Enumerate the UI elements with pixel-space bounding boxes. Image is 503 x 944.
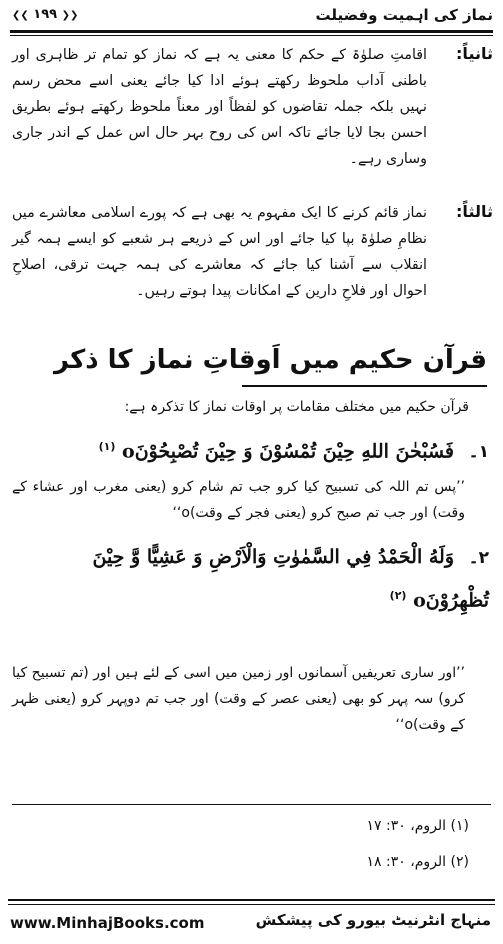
paragraph-text: اقامتِ صلوٰۃ کے حکم کا معنی یہ ہے کہ نماز کو تمام تر ظاہری اور باطنی آداب ملحوظ رکھتے ہوئے ادا کیا جائے یعنی اسے محض رسم نہیں بلکہ جملہ تقاضوں کو لفظاً اور معناً ملحوظ رکھتے ہوئے بطریق احسن بجا لایا جائے تاکہ اس کی روح بہر حال اس عمل کے اندر جاری وساری رہے۔ [12, 47, 427, 167]
footnote-1: (١) الروم، ٣٠: ١٧ [366, 818, 469, 834]
footnote-ref: (١) [98, 440, 116, 453]
paragraph-thirdly [12, 198, 493, 343]
verse-2 [12, 538, 489, 619]
header-rule [10, 30, 493, 33]
section-intro: قرآن حکیم میں مختلف مقامات پر اوقات نماز کا تذکرہ ہے: [124, 399, 469, 415]
footnote-rule [12, 804, 491, 805]
paragraph-label: ثانیاً: [456, 44, 493, 63]
ornament-left-icon: ❮❮ [12, 10, 29, 21]
paragraph-label: ثالثاً: [456, 202, 493, 221]
footer-website-link[interactable]: www.MinhajBooks.com [10, 914, 205, 932]
header-rule-thin [10, 35, 493, 36]
verse-arabic: فَسُبْحٰنَ اللهِ حِيْنَ تُمْسُوْنَ وَ حِيْنَ تُصْبِحُوْنَo [122, 440, 455, 463]
ornament-right-icon: ❯❯ [61, 10, 79, 21]
paragraph-secondly [12, 40, 493, 190]
footnote-ref: (٢) [389, 589, 407, 602]
footer-rule [8, 899, 495, 901]
verse-1 [12, 432, 489, 467]
verse-2-translation: ’’اور ساری تعریفیں آسمانوں اور زمین میں اسی کے لئے ہیں اور (تم تسبیح کیا کرو) سہ پہر کو بھی (یعنی عصر کے وقت) اور جب تم دوپہر کرو (یعنی ظہر کے وقت)o‘‘ [12, 665, 465, 733]
verse-1-translation: ’’پس تم اللہ کی تسبیح کیا کرو جب تم شام کرو (یعنی مغرب اور عشاء کے وقت) اور جب تم صبح کرو (یعنی فجر کے وقت)o‘‘ [12, 479, 465, 521]
verse-arabic: وَلَهُ الْحَمْدُ فِي السَّمٰوٰتِ وَالْاَرْضِ وَ عَشِيًّا وَّ حِيْنَ تُظْهِرُوْنَo [92, 546, 489, 612]
paragraph-text: نماز قائم کرنے کا ایک مفہوم یہ بھی ہے کہ پورے اسلامی معاشرے میں نظامِ صلوٰۃ بپا کیا جائے اور اس کے ذریعے ہر شعبے کو ایسے ہمہ گیر انقلاب سے آشنا کیا جائے کہ معاشرے کی ہمہ جہت ترقی، اصلاحِ احوال اور فلاحِ دارین کے امکانات پیدا ہوتے رہیں۔ [12, 205, 427, 299]
section-heading-underline [242, 385, 487, 387]
verse-number: ٢۔ [468, 548, 489, 568]
footer-brand: منہاج انٹرنیٹ بیورو کی پیشکش [255, 911, 491, 929]
section-heading: قرآن حکیم میں اَوقاتِ نماز کا ذکر [53, 345, 487, 375]
page-header [12, 4, 493, 28]
page-number-value: ١٩٩ [33, 7, 58, 22]
running-title: نماز کی اہمیت وفضیلت [315, 6, 493, 24]
footnote-2: (٢) الروم، ٣٠: ١٨ [366, 854, 469, 870]
verse-number: ١۔ [468, 442, 489, 463]
page-number [12, 7, 78, 22]
footer-rule-thin [8, 904, 495, 905]
